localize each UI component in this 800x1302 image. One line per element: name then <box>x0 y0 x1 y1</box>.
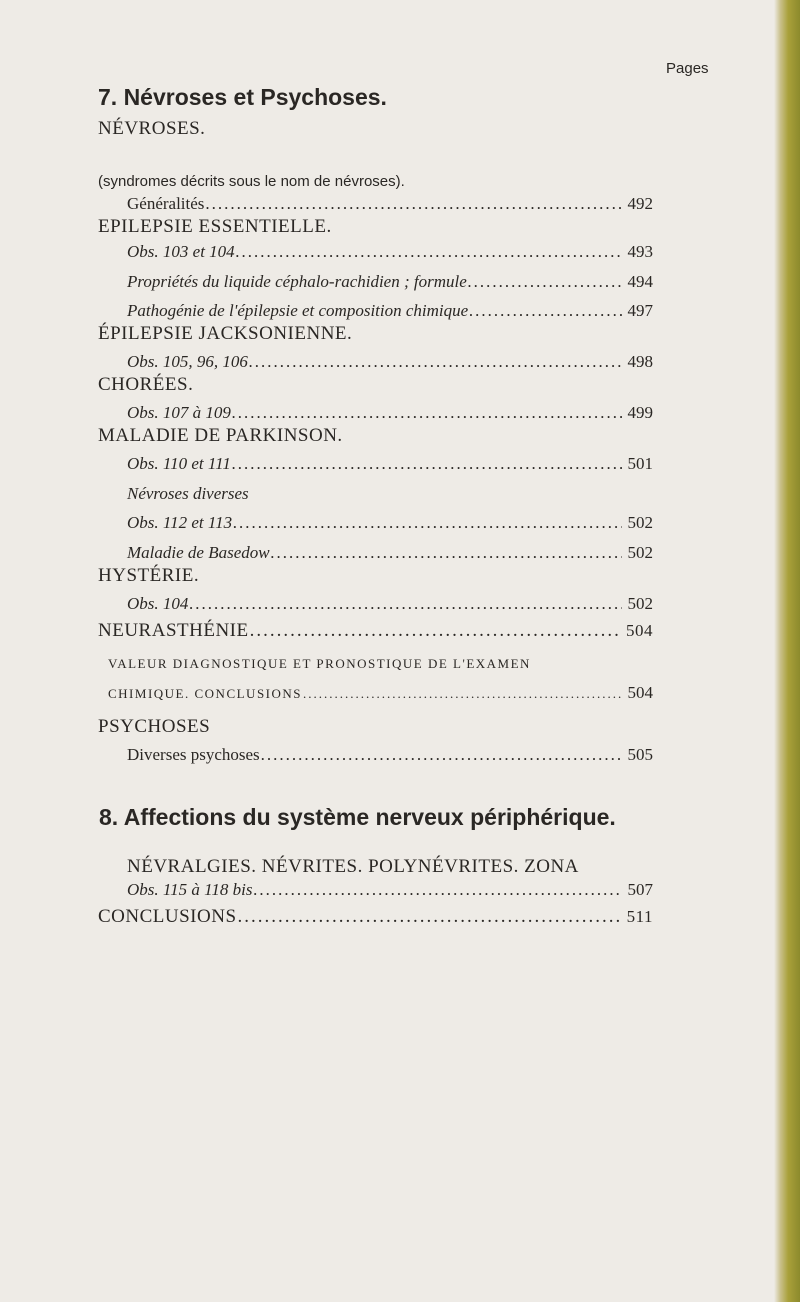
toc-entry-page: 502 <box>627 594 653 613</box>
toc-entry-label: CHIMIQUE. CONCLUSIONS <box>108 686 303 701</box>
leader-dots <box>249 352 622 372</box>
toc-entry <box>98 906 653 930</box>
leader-dots <box>261 745 622 765</box>
toc-entry-page: 502 <box>627 513 653 532</box>
toc-heading: CHORÉES. <box>98 374 194 395</box>
toc-heading: NÉVRALGIES. NÉVRITES. POLYNÉVRITES. ZONA <box>127 856 579 877</box>
toc-entry-page: 511 <box>626 907 653 926</box>
toc-entry-page: 492 <box>627 194 653 213</box>
page-edge <box>774 0 800 1302</box>
toc-entry-label: Obs. 103 et 104 <box>127 242 235 261</box>
toc-entry-label: CONCLUSIONS <box>98 906 237 927</box>
leader-dots <box>469 301 621 321</box>
leader-dots <box>238 906 621 928</box>
leader-dots <box>271 543 622 563</box>
toc-entry-label: Obs. 107 à 109 <box>127 403 231 422</box>
toc-entry-label: Propriétés du liquide céphalo-rachidien ; formule <box>127 272 467 291</box>
toc-entry <box>127 880 653 904</box>
nevroses-heading: NÉVROSES. <box>98 118 206 139</box>
leader-dots <box>250 620 620 642</box>
leader-dots <box>468 272 622 292</box>
toc-entry-page: 507 <box>627 880 653 899</box>
nevroses-subtitle: (syndromes décrits sous le nom de névroses). <box>98 173 405 190</box>
toc-entry <box>127 454 653 478</box>
toc-entry-page: 504 <box>626 621 653 640</box>
toc-subheading <box>108 656 653 680</box>
toc-entry-page: 499 <box>627 403 653 422</box>
toc-entry-page: 497 <box>627 301 653 320</box>
leader-dots <box>303 686 621 702</box>
toc-entry-label: Obs. 115 à 118 bis <box>127 880 253 899</box>
toc-heading: ÉPILEPSIE JACKSONIENNE. <box>98 323 353 344</box>
toc-subheading <box>127 484 653 508</box>
toc-entry-label: Obs. 110 et 111 <box>127 454 231 473</box>
toc-entry <box>127 513 653 537</box>
toc-entry <box>127 242 653 266</box>
toc-entry-page: 501 <box>627 454 653 473</box>
toc-entry <box>127 543 653 567</box>
toc-entry-label: Diverses psychoses <box>127 745 260 764</box>
toc-entry-page: 498 <box>627 352 653 371</box>
leader-dots <box>253 880 621 900</box>
leader-dots <box>233 513 621 533</box>
toc-heading: MALADIE DE PARKINSON. <box>98 425 343 446</box>
toc-heading: PSYCHOSES <box>98 716 211 737</box>
toc-entry-page: 504 <box>627 683 653 702</box>
toc-subheading-label: VALEUR DIAGNOSTIQUE ET PRONOSTIQUE DE L'EXAMEN <box>108 656 531 671</box>
toc-entry <box>127 403 653 427</box>
toc-entry <box>127 594 653 618</box>
toc-entry <box>127 272 653 296</box>
section-8-title: 8. Affections du système nerveux périphérique. <box>99 804 616 830</box>
toc-entry-label: Maladie de Basedow <box>127 543 270 562</box>
toc-entry-page: 494 <box>627 272 653 291</box>
toc-entry-label: Pathogénie de l'épilepsie et composition chimique <box>127 301 469 320</box>
toc-heading: HYSTÉRIE. <box>98 565 200 586</box>
section-7-title: 7. Névroses et Psychoses. <box>98 84 387 110</box>
leader-dots <box>232 454 622 474</box>
toc-entry-label: Obs. 104 <box>127 594 189 613</box>
toc-entry-label: Obs. 112 et 113 <box>127 513 233 532</box>
toc-entry-page: 502 <box>627 543 653 562</box>
toc-entry-page: 493 <box>627 242 653 261</box>
toc-entry <box>108 683 653 707</box>
leader-dots <box>236 242 622 262</box>
toc-entry-label: Obs. 105, 96, 106 <box>127 352 248 371</box>
toc-entry-label: Généralités <box>127 194 205 213</box>
toc-entry-label: NEURASTHÉNIE <box>98 620 249 641</box>
toc-entry <box>127 352 653 376</box>
leader-dots <box>232 403 622 423</box>
toc-entry <box>127 301 653 325</box>
toc-entry <box>98 620 653 644</box>
toc-subheading-label: Névroses diverses <box>127 484 249 503</box>
toc-entry-page: 505 <box>627 745 653 764</box>
pages-column-label: Pages <box>666 60 709 77</box>
toc-heading: EPILEPSIE ESSENTIELLE. <box>98 216 332 237</box>
leader-dots <box>189 594 621 614</box>
toc-entry <box>127 194 653 218</box>
toc-entry <box>127 745 653 769</box>
leader-dots <box>205 194 621 214</box>
